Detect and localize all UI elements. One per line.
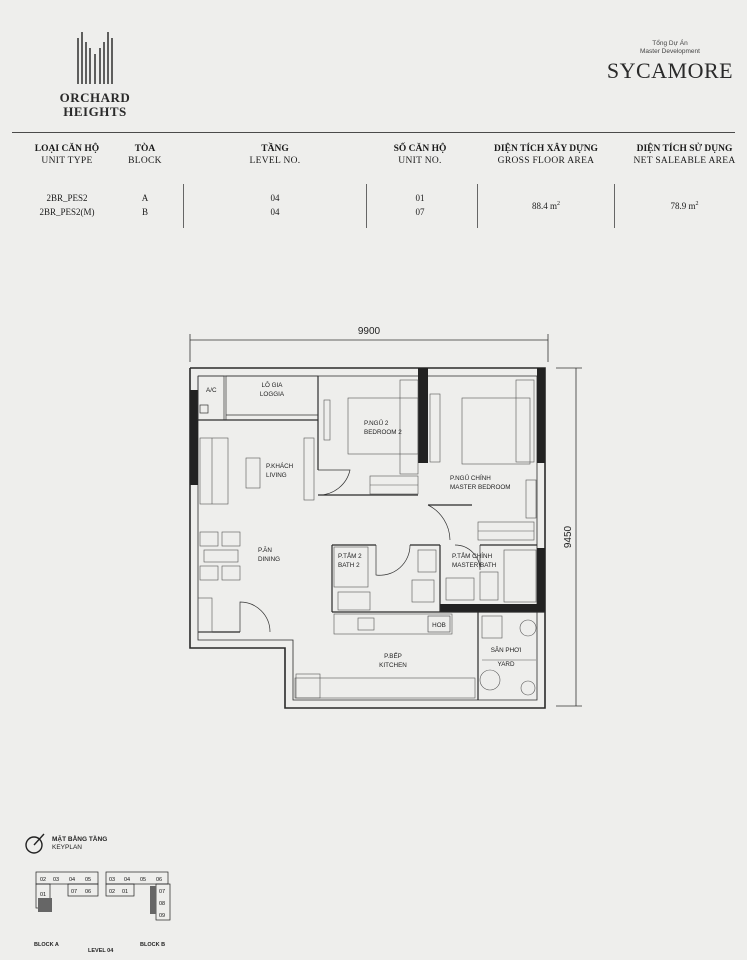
exterior-walls	[190, 368, 545, 708]
col-unit-type-en: UNIT TYPE	[41, 156, 93, 166]
col-gross-area-header	[486, 143, 606, 167]
col-gross-area-vi: DIỆN TÍCH XÂY DỰNG	[494, 144, 598, 154]
living-label-en: LIVING	[266, 472, 287, 479]
orchard-heights-logo	[40, 28, 150, 119]
col-unit-no-vi: SỐ CĂN HỘ	[393, 144, 447, 154]
logo-line-2: HEIGHTS	[63, 104, 127, 119]
table-row-2-unit-type: 2BR_PES2(M)	[39, 207, 95, 217]
block-b-unit-08: 08	[159, 901, 166, 907]
block-a-unit-01: 01	[40, 892, 47, 898]
keyplan	[20, 828, 220, 958]
living-label-vi: P.KHÁCH	[266, 463, 294, 470]
block-a-unit-04: 04	[69, 877, 76, 883]
gross-area-value	[486, 198, 606, 212]
bedroom-2-label-vi: P.NGỦ 2	[364, 420, 389, 427]
dining-furniture	[198, 532, 240, 632]
col-net-area-vi: DIỆN TÍCH SỬ DỤNG	[636, 144, 733, 154]
yard-fixtures	[480, 616, 536, 695]
block-b-unit-01: 01	[122, 889, 129, 895]
loggia-label-vi: LÔ GIA	[261, 382, 283, 389]
kitchen-label-vi: P.BẾP	[384, 653, 402, 660]
col-block-header	[110, 143, 180, 167]
gross-area-number: 88.4 m	[531, 201, 557, 211]
developer-caption-en: Master Development	[640, 48, 700, 55]
master-bedroom-furniture	[430, 380, 536, 540]
col-level-vi: TẦNG	[261, 144, 289, 154]
col-level-en: LEVEL NO.	[249, 156, 301, 166]
col-gross-area-en: GROSS FLOOR AREA	[497, 156, 595, 166]
master-bedroom-label-vi: P.NGỦ CHÍNH	[450, 475, 491, 482]
developer-brand: SYCAMORE	[606, 58, 734, 83]
master-bath-label-en: MASTER BATH	[452, 562, 497, 569]
block-a-label: BLOCK A	[34, 942, 59, 948]
block-b-unit-04: 04	[124, 877, 131, 883]
height-dimension-label: 9450	[563, 525, 574, 549]
block-a-unit-07: 07	[71, 889, 78, 895]
col-block-en: BLOCK	[128, 156, 162, 166]
block-a-unit-03: 03	[53, 877, 60, 883]
gross-area-unit-power: 2	[557, 201, 560, 207]
net-area-value	[622, 198, 747, 212]
loggia-window	[198, 376, 318, 420]
block-b-unit-06: 06	[156, 877, 163, 883]
loggia-label-en: LOGGIA	[259, 391, 285, 398]
table-row-1-unit-type: 2BR_PES2	[46, 193, 88, 203]
table-separator-4	[614, 184, 615, 228]
col-unit-no-header	[375, 143, 465, 167]
block-b-unit-09: 09	[159, 913, 166, 919]
col-block-vi: TÒA	[134, 144, 156, 154]
yard-label-vi: SÂN PHƠI	[490, 647, 522, 654]
keyplan-title-vi: MẶT BẰNG TẦNG	[52, 836, 108, 843]
col-unit-no-en: UNIT NO.	[398, 156, 442, 166]
col-net-area-en: NET SALEABLE AREA	[633, 156, 736, 166]
bedroom-2-label-en: BEDROOM 2	[364, 429, 402, 436]
dining-label-vi: P.ĂN	[258, 547, 272, 554]
table-row-1-block: A	[141, 193, 149, 203]
building-mark-icon	[40, 28, 150, 86]
col-net-area-header	[622, 143, 747, 167]
level-label: LEVEL 04	[88, 948, 114, 954]
logo-line-1: ORCHARD	[59, 90, 131, 105]
developer-caption-vi: Tổng Dự Án	[652, 40, 688, 47]
col-unit-type-header	[22, 143, 112, 167]
floor-plan	[0, 300, 747, 730]
bath-2-label-vi: P.TẮM 2	[338, 553, 362, 560]
master-bath-label-vi: P.TẮM CHÍNH	[452, 553, 493, 560]
table-row-2-unit-no: 07	[415, 207, 425, 217]
table-row-1-level: 04	[270, 193, 280, 203]
table-row-1-unit-no: 01	[415, 193, 425, 203]
block-a-unit-05: 05	[85, 877, 92, 883]
hob-label: HOB	[432, 622, 446, 629]
table-row-2-level: 04	[270, 207, 280, 217]
block-b-label: BLOCK B	[140, 942, 166, 948]
living-furniture	[200, 438, 314, 504]
bedroom-2-furniture	[324, 380, 418, 494]
block-b-unit-03: 03	[109, 877, 116, 883]
block-a-highlight	[38, 898, 52, 912]
block-a-unit-02: 02	[40, 877, 47, 883]
table-separator-1	[183, 184, 184, 228]
sycamore-logo	[605, 40, 735, 84]
net-area-unit-power: 2	[695, 201, 699, 207]
net-area-number: 78.9 m	[670, 201, 696, 211]
block-b-unit-05: 05	[140, 877, 147, 883]
keyplan-title-en: KEYPLAN	[52, 844, 82, 851]
width-dimension-label: 9900	[357, 326, 381, 337]
table-separator-2	[366, 184, 367, 228]
col-level-header	[230, 143, 320, 167]
block-b-highlight	[150, 886, 156, 914]
block-b-unit-02: 02	[109, 889, 116, 895]
kitchen-label-en: KITCHEN	[379, 662, 407, 669]
dining-label-en: DINING	[258, 556, 281, 563]
table-row-2-block: B	[141, 207, 148, 217]
col-unit-type-vi: LOẠI CĂN HỘ	[34, 144, 100, 154]
master-bedroom-label-en: MASTER BEDROOM	[450, 484, 511, 491]
compass-icon	[26, 834, 44, 853]
yard-label-en: YARD	[497, 661, 515, 668]
bath-2-label-en: BATH 2	[338, 562, 360, 569]
ac-label: A/C	[206, 387, 217, 394]
header-divider	[12, 132, 735, 133]
block-b-unit-07: 07	[159, 889, 166, 895]
block-a-unit-06: 06	[85, 889, 92, 895]
table-separator-3	[477, 184, 478, 228]
width-dimension-line	[190, 334, 548, 362]
